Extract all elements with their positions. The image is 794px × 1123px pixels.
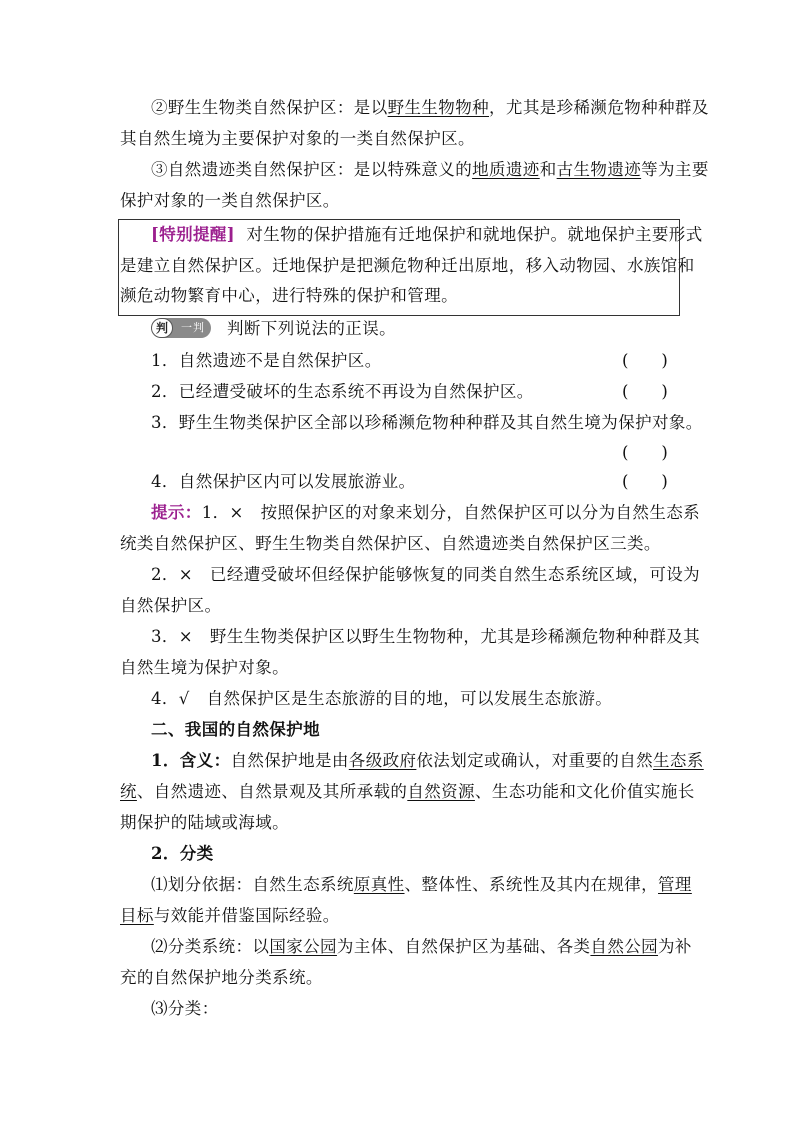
question-1 [151,350,382,372]
text: 、自然遗迹、自然景观及其所承载的 [136,782,408,801]
answer-blank: ( ) [622,382,668,401]
hint-label: 提示： [151,503,202,522]
notice-line-3 [120,285,458,307]
underlined-term: 统 [120,782,137,801]
classification-heading [151,843,214,865]
text: 2．× 已经遭受破坏但经保护能够恢复的同类自然生态系统区域，可设为 [151,565,701,584]
text: 依法划定或确认，对重要的自然 [416,751,654,770]
underlined-term: 管理 [658,875,692,894]
underlined-term: 目标 [120,906,154,925]
text: 3．野生生物类保护区全部以珍稀濒危物种种群及其自然生境为保护对象。 [151,413,703,432]
text: ③自然遗迹类自然保护区：是以特殊意义的 [151,160,473,179]
hint-4 [151,688,612,710]
question-2 [151,381,534,403]
text: 、生态功能和文化价值实施长 [474,782,695,801]
text: 其自然生境为主要保护对象的一类自然保护区。 [120,129,475,148]
paragraph-wildlife-reserve-cont [120,128,475,150]
system-line-2 [120,967,323,989]
answer-blank: ( ) [622,443,668,462]
judge-heading [227,318,396,340]
underlined-term: 自然资源 [407,782,475,801]
hint-1 [151,502,700,524]
text: 3．× 野生生物类保护区以野生生物物种，尤其是珍稀濒危物种种群及其 [151,627,701,646]
definition-line-3 [120,812,289,834]
definition-line-2 [120,781,695,803]
text: 对生物的保护措施有迁地保护和就地保护。就地保护主要形式 [246,225,703,244]
text: 判断下列说法的正误。 [227,319,396,338]
hint-1-cont [120,533,661,555]
basis-line-2 [120,905,340,927]
paragraph-relic-reserve [151,159,709,181]
system-line-1 [151,936,692,958]
underlined-term: 生态系 [653,751,704,770]
text: ②野生生物类自然保护区：是以 [151,98,388,117]
underlined-term: 各级政府 [348,751,417,770]
text: ⑴划分依据：自然生态系统 [151,875,354,894]
text: ⑵分类系统：以 [151,937,270,956]
judge-badge-text: 一判 [181,321,205,334]
underlined-term: 野生生物物种 [387,98,490,117]
question-4 [151,471,415,493]
answer-blank: ( ) [622,351,668,370]
text: 等为主要 [641,160,709,179]
notice-label: [特别提醒] [151,225,236,244]
underlined-term: 原真性 [353,875,405,894]
text: 、整体性、系统性及其内在规律， [404,875,659,894]
text: 自然生境为保护对象。 [120,658,289,677]
text: 自然保护区。 [120,596,222,615]
hint-2-cont [120,595,221,617]
hint-3 [151,626,700,648]
question-3 [151,412,703,434]
notice-line-2 [120,255,695,277]
section-heading [151,719,320,741]
basis-line-1 [151,874,692,896]
text: ，尤其是珍稀濒危物种种群及 [489,98,709,117]
text: 4．自然保护区内可以发展旅游业。 [151,472,416,491]
judge-badge [151,318,211,338]
text: 期保护的陆域或海域。 [120,813,289,832]
hint-3-cont [120,657,289,679]
definition-label: 1．含义： [151,751,231,770]
text: 是建立自然保护区。迁地保护是把濒危物种迁出原地，移入动物园、水族馆和 [120,256,695,275]
definition-line-1 [151,750,704,772]
text: 濒危动物繁育中心，进行特殊的保护和管理。 [120,286,458,305]
text: 为主体、自然保护区为基础、各类 [336,937,591,956]
text: 和 [539,160,557,179]
text: 2．分类 [151,844,214,863]
paragraph-relic-reserve-cont [120,190,340,212]
subclass-heading [151,998,219,1020]
text: ⑶分类： [151,999,219,1018]
judge-badge-char: 判 [151,318,173,338]
text: 与效能并借鉴国际经验。 [153,906,340,925]
text: 2．已经遭受破坏的生态系统不再设为自然保护区。 [151,382,534,401]
text: 保护对象的一类自然保护区。 [120,191,340,210]
notice-line-1 [151,224,703,246]
underlined-term: 地质遗迹 [472,160,540,179]
paragraph-wildlife-reserve [151,97,709,119]
answer-blank: ( ) [622,472,668,491]
hint-2 [151,564,700,586]
underlined-term: 古生物遗迹 [556,160,642,179]
underlined-term: 国家公园 [269,937,337,956]
text: 统类自然保护区、野生生物类自然保护区、自然遗迹类自然保护区三类。 [120,534,661,553]
text: 4．√ 自然保护区是生态旅游的目的地，可以发展生态旅游。 [151,689,613,708]
text: 充的自然保护地分类系统。 [120,968,323,987]
text: 为补 [658,937,692,956]
text: 1．自然遗迹不是自然保护区。 [151,351,382,370]
text: 二、我国的自然保护地 [151,720,320,739]
text: 自然保护地是由 [230,751,349,770]
underlined-term: 自然公园 [590,937,659,956]
text: 1．× 按照保护区的对象来划分，自然保护区可以分为自然生态系 [201,503,701,522]
